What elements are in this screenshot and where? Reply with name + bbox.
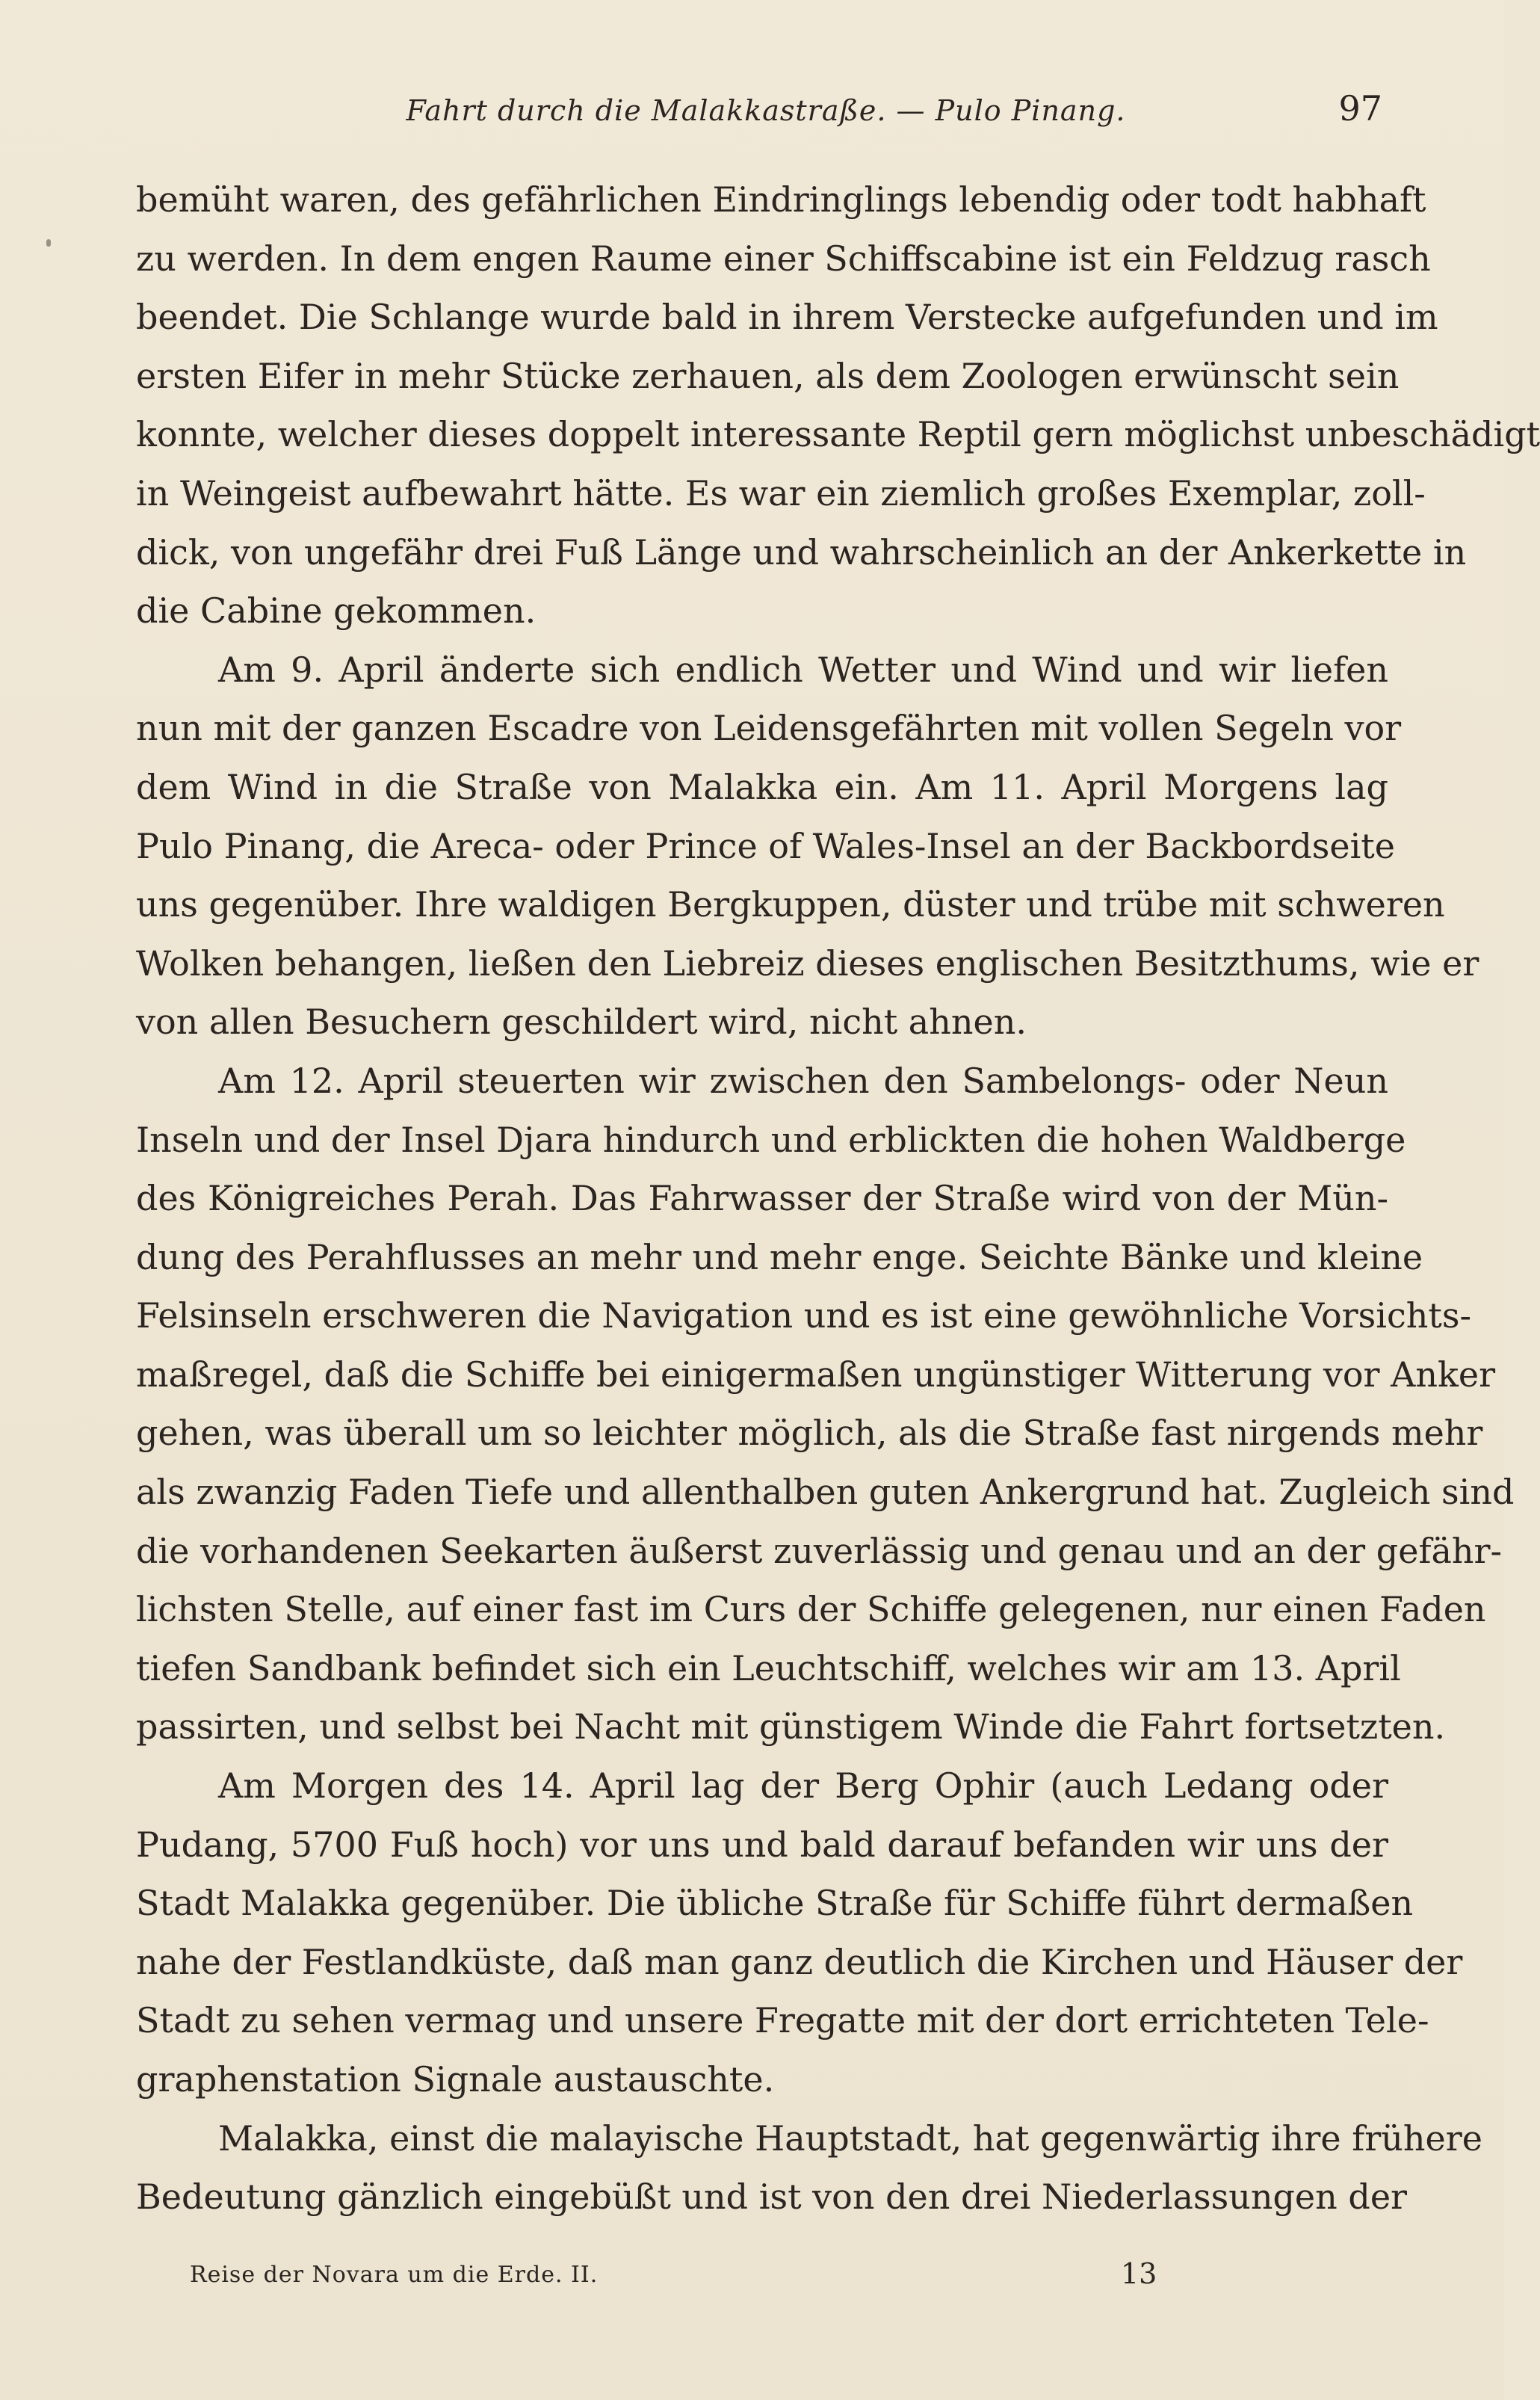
text-line: tiefen Sandbank befindet sich ein Leuchtschiff, welches wir am 13. April [136, 1647, 1401, 1688]
text-line: Stadt zu sehen vermag und unsere Fregatte mit der dort errichteten Tele- [136, 2000, 1429, 2041]
page-number: 97 [1338, 88, 1382, 129]
text-line: nun mit der ganzen Escadre von Leidensgefährten mit vollen Segeln vor [136, 708, 1402, 749]
running-title: Fahrt durch die Malakkastraße. — Pulo Pinang. [406, 94, 1126, 127]
text-line: dung des Perahflusses an mehr und mehr enge. Seichte Bänke und kleine [136, 1236, 1423, 1277]
text-line: nahe der Festlandküste, daß man ganz deutlich die Kirchen und Häuser der [136, 1941, 1463, 1982]
text-line: Am 12. April steuerten wir zwischen den Sambelongs- oder Neun [218, 1060, 1388, 1101]
text-line: in Weingeist aufbewahrt hätte. Es war ein ziemlich großes Exemplar, zoll- [136, 472, 1426, 513]
text-line: lichsten Stelle, auf einer fast im Curs der Schiffe gelegenen, nur einen Faden [136, 1589, 1486, 1630]
text-line: zu werden. In dem engen Raume einer Schiffscabine ist ein Feldzug rasch [136, 238, 1431, 279]
text-line: die Cabine gekommen. [136, 590, 536, 632]
text-line: Am 9. April änderte sich endlich Wetter und Wind und wir liefen [218, 649, 1388, 690]
text-line: Felsinseln erschweren die Navigation und es ist eine gewöhnliche Vorsichts- [136, 1295, 1471, 1336]
text-line: Am Morgen des 14. April lag der Berg Ophir (auch Ledang oder [218, 1765, 1388, 1807]
body-text [136, 170, 1540, 2227]
text-line: die vorhandenen Seekarten äußerst zuverlässig und genau und an der gefähr- [136, 1530, 1503, 1571]
text-line: Pudang, 5700 Fuß hoch) vor uns und bald darauf befanden wir uns der [136, 1824, 1388, 1865]
page-footer [136, 2257, 1388, 2299]
text-line: Stadt Malakka gegenüber. Die übliche Straße für Schiffe führt dermaßen [136, 1883, 1414, 1924]
ink-speck [46, 239, 51, 247]
footer-book-title: Reise der Novara um die Erde. II. [190, 2262, 599, 2288]
text-line: Bedeutung gänzlich eingebüßt und ist von den drei Niederlassungen der [136, 2177, 1408, 2218]
text-line: konnte, welcher dieses doppelt interessante Reptil gern möglichst unbeschädigt [136, 414, 1540, 455]
text-line: von allen Besuchern geschildert wird, nicht ahnen. [136, 1002, 1027, 1043]
text-line: dick, von ungefähr drei Fuß Länge und wahrscheinlich an der Ankerkette in [136, 531, 1467, 573]
running-head [134, 84, 1397, 136]
text-line: des Königreiches Perah. Das Fahrwasser der Straße wird von der Mün- [136, 1178, 1388, 1219]
text-line: Malakka, einst die malayische Hauptstadt, hat gegenwärtig ihre frühere [218, 2117, 1482, 2159]
text-line: gehen, was überall um so leichter möglich, als die Straße fast nirgends mehr [136, 1413, 1483, 1454]
text-line: dem Wind in die Straße von Malakka ein. Am 11. April Morgens lag [136, 766, 1388, 807]
text-line: maßregel, daß die Schiffe bei einigermaßen ungünstiger Witterung vor Anker [136, 1354, 1496, 1395]
text-line: Pulo Pinang, die Areca- oder Prince of Wales-Insel an der Backbordseite [136, 825, 1396, 866]
text-line: passirten, und selbst bei Nacht mit günstigem Winde die Fahrt fortsetzten. [136, 1706, 1446, 1747]
text-line: Wolken behangen, ließen den Liebreiz dieses englischen Besitzthums, wie er [136, 943, 1479, 984]
text-line: graphenstation Signale austauschte. [136, 2059, 775, 2100]
text-line: Inseln und der Insel Djara hindurch und erblickten die hohen Waldberge [136, 1119, 1406, 1160]
text-line: als zwanzig Faden Tiefe und allenthalben guten Ankergrund hat. Zugleich sind [136, 1472, 1515, 1513]
text-line: beendet. Die Schlange wurde bald in ihrem Verstecke aufgefunden und im [136, 297, 1438, 338]
text-line: uns gegenüber. Ihre waldigen Bergkuppen, düster und trübe mit schweren [136, 884, 1445, 925]
text-line: bemüht waren, des gefährlichen Eindringlings lebendig oder todt habhaft [136, 179, 1426, 220]
signature-mark: 13 [1121, 2257, 1157, 2290]
text-line: ersten Eifer in mehr Stücke zerhauen, als dem Zoologen erwünscht sein [136, 355, 1400, 396]
